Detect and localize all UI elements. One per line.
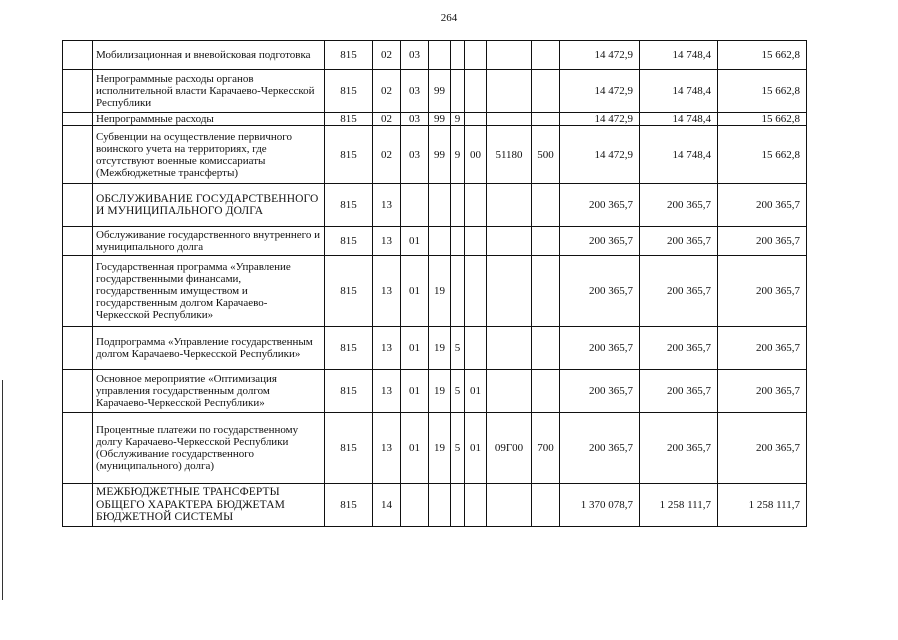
year3-cell: 15 662,8 — [718, 113, 807, 126]
year1-cell: 200 365,7 — [560, 227, 640, 256]
row-name: Обслуживание государственного внутреннего и муниципального долга — [93, 227, 325, 256]
cs3-cell — [465, 256, 487, 327]
cs4-cell: 51180 — [487, 126, 532, 184]
year3-cell: 200 365,7 — [718, 256, 807, 327]
year3-cell: 200 365,7 — [718, 227, 807, 256]
year3-cell: 15 662,8 — [718, 41, 807, 70]
vr-cell — [532, 70, 560, 113]
podrazdel-cell: 03 — [401, 41, 429, 70]
vedomstvo-cell: 815 — [325, 227, 373, 256]
vr-cell — [532, 227, 560, 256]
table-row — [63, 184, 807, 227]
cs3-cell — [465, 41, 487, 70]
row-name: Государственная программа «Управление государственными финансами, государственным имуществом и государственным долгом Карачаево-Черкесской Республики» — [93, 256, 325, 327]
table-row — [63, 327, 807, 370]
vedomstvo-cell: 815 — [325, 484, 373, 527]
budget-table — [62, 40, 807, 527]
row-name: Непрограммные расходы — [93, 113, 325, 126]
podrazdel-cell: 01 — [401, 370, 429, 413]
cs1-cell — [429, 184, 451, 227]
razdel-cell: 02 — [373, 70, 401, 113]
cs3-cell: 00 — [465, 126, 487, 184]
year2-cell: 14 748,4 — [640, 113, 718, 126]
cs3-cell — [465, 70, 487, 113]
cs1-cell — [429, 41, 451, 70]
table-row — [63, 126, 807, 184]
cs3-cell — [465, 184, 487, 227]
year3-cell: 200 365,7 — [718, 327, 807, 370]
razdel-cell: 02 — [373, 41, 401, 70]
cs1-cell: 99 — [429, 113, 451, 126]
cs2-cell: 5 — [451, 370, 465, 413]
year3-cell: 15 662,8 — [718, 126, 807, 184]
row-name: ОБСЛУЖИВАНИЕ ГОСУДАРСТВЕННОГО И МУНИЦИПАЛЬНОГО ДОЛГА — [93, 184, 325, 227]
cs3-cell — [465, 227, 487, 256]
razdel-cell: 02 — [373, 126, 401, 184]
row-name: Субвенции на осуществление первичного воинского учета на территориях, где отсутствуют военные комиссариаты (Межбюджетные трансферты) — [93, 126, 325, 184]
year2-cell: 14 748,4 — [640, 70, 718, 113]
year1-cell: 14 472,9 — [560, 70, 640, 113]
row-name: Процентные платежи по государственному долгу Карачаево-Черкесской Республики (Обслуживание государственного (муниципального) долга) — [93, 413, 325, 484]
cs4-cell — [487, 113, 532, 126]
cs1-cell: 99 — [429, 126, 451, 184]
vedomstvo-cell: 815 — [325, 256, 373, 327]
cs4-cell: 09Г00 — [487, 413, 532, 484]
vr-cell — [532, 184, 560, 227]
podrazdel-cell: 01 — [401, 327, 429, 370]
cs4-cell — [487, 484, 532, 527]
year2-cell: 200 365,7 — [640, 413, 718, 484]
vr-cell — [532, 41, 560, 70]
row-number-cell — [63, 227, 93, 256]
cs2-cell: 9 — [451, 113, 465, 126]
year2-cell: 200 365,7 — [640, 327, 718, 370]
vedomstvo-cell: 815 — [325, 370, 373, 413]
year2-cell: 200 365,7 — [640, 184, 718, 227]
razdel-cell: 13 — [373, 327, 401, 370]
table-row — [63, 113, 807, 126]
cs1-cell — [429, 227, 451, 256]
year1-cell: 1 370 078,7 — [560, 484, 640, 527]
row-number-cell — [63, 484, 93, 527]
cs4-cell — [487, 256, 532, 327]
razdel-cell: 02 — [373, 113, 401, 126]
cs1-cell: 19 — [429, 413, 451, 484]
row-number-cell — [63, 70, 93, 113]
podrazdel-cell: 01 — [401, 413, 429, 484]
row-number-cell — [63, 327, 93, 370]
table-row — [63, 370, 807, 413]
cs2-cell — [451, 227, 465, 256]
cs2-cell: 5 — [451, 327, 465, 370]
podrazdel-cell: 01 — [401, 227, 429, 256]
cs3-cell — [465, 327, 487, 370]
row-number-cell — [63, 256, 93, 327]
cs4-cell — [487, 227, 532, 256]
year3-cell: 15 662,8 — [718, 70, 807, 113]
year1-cell: 200 365,7 — [560, 184, 640, 227]
podrazdel-cell — [401, 484, 429, 527]
razdel-cell: 13 — [373, 370, 401, 413]
vedomstvo-cell: 815 — [325, 413, 373, 484]
year2-cell: 200 365,7 — [640, 370, 718, 413]
cs3-cell: 01 — [465, 370, 487, 413]
vr-cell — [532, 256, 560, 327]
year2-cell: 200 365,7 — [640, 256, 718, 327]
cs2-cell — [451, 70, 465, 113]
row-number-cell — [63, 413, 93, 484]
year1-cell: 14 472,9 — [560, 126, 640, 184]
cs3-cell — [465, 484, 487, 527]
year1-cell: 200 365,7 — [560, 327, 640, 370]
table-row — [63, 256, 807, 327]
vedomstvo-cell: 815 — [325, 184, 373, 227]
row-name: МЕЖБЮДЖЕТНЫЕ ТРАНСФЕРТЫ ОБЩЕГО ХАРАКТЕРА БЮДЖЕТАМ БЮДЖЕТНОЙ СИСТЕМЫ — [93, 484, 325, 527]
vr-cell — [532, 484, 560, 527]
razdel-cell: 14 — [373, 484, 401, 527]
vr-cell: 500 — [532, 126, 560, 184]
razdel-cell: 13 — [373, 184, 401, 227]
cs4-cell — [487, 41, 532, 70]
vedomstvo-cell: 815 — [325, 70, 373, 113]
vedomstvo-cell: 815 — [325, 126, 373, 184]
year1-cell: 200 365,7 — [560, 256, 640, 327]
year3-cell: 1 258 111,7 — [718, 484, 807, 527]
vedomstvo-cell: 815 — [325, 41, 373, 70]
year2-cell: 14 748,4 — [640, 126, 718, 184]
row-number-cell — [63, 113, 93, 126]
table-row — [63, 484, 807, 527]
year1-cell: 200 365,7 — [560, 413, 640, 484]
cs4-cell — [487, 370, 532, 413]
razdel-cell: 13 — [373, 256, 401, 327]
year2-cell: 1 258 111,7 — [640, 484, 718, 527]
row-number-cell — [63, 41, 93, 70]
vr-cell — [532, 370, 560, 413]
cs2-cell — [451, 256, 465, 327]
cs3-cell: 01 — [465, 413, 487, 484]
vedomstvo-cell: 815 — [325, 113, 373, 126]
row-name: Непрограммные расходы органов исполнительной власти Карачаево-Черкесской Республики — [93, 70, 325, 113]
cs4-cell — [487, 70, 532, 113]
year1-cell: 14 472,9 — [560, 113, 640, 126]
year2-cell: 200 365,7 — [640, 227, 718, 256]
cs1-cell: 19 — [429, 327, 451, 370]
year3-cell: 200 365,7 — [718, 370, 807, 413]
year3-cell: 200 365,7 — [718, 184, 807, 227]
year1-cell: 200 365,7 — [560, 370, 640, 413]
year1-cell: 14 472,9 — [560, 41, 640, 70]
table-row — [63, 41, 807, 70]
cs3-cell — [465, 113, 487, 126]
cs2-cell — [451, 41, 465, 70]
cs1-cell: 19 — [429, 256, 451, 327]
podrazdel-cell: 03 — [401, 70, 429, 113]
vr-cell: 700 — [532, 413, 560, 484]
row-number-cell — [63, 126, 93, 184]
table-row — [63, 413, 807, 484]
table-row — [63, 227, 807, 256]
razdel-cell: 13 — [373, 413, 401, 484]
vedomstvo-cell: 815 — [325, 327, 373, 370]
cs2-cell — [451, 484, 465, 527]
scan-edge-line — [2, 380, 3, 600]
row-number-cell — [63, 184, 93, 227]
cs4-cell — [487, 327, 532, 370]
cs1-cell: 99 — [429, 70, 451, 113]
cs2-cell — [451, 184, 465, 227]
row-name: Мобилизационная и вневойсковая подготовка — [93, 41, 325, 70]
row-name: Основное мероприятие «Оптимизация управления государственным долгом Карачаево-Черкесской Республики» — [93, 370, 325, 413]
year3-cell: 200 365,7 — [718, 413, 807, 484]
year2-cell: 14 748,4 — [640, 41, 718, 70]
cs1-cell — [429, 484, 451, 527]
cs1-cell: 19 — [429, 370, 451, 413]
row-number-cell — [63, 370, 93, 413]
podrazdel-cell — [401, 184, 429, 227]
cs2-cell: 5 — [451, 413, 465, 484]
razdel-cell: 13 — [373, 227, 401, 256]
page-number: 264 — [440, 12, 458, 24]
row-name: Подпрограмма «Управление государственным долгом Карачаево-Черкесской Республики» — [93, 327, 325, 370]
table-row — [63, 70, 807, 113]
vr-cell — [532, 327, 560, 370]
podrazdel-cell: 03 — [401, 126, 429, 184]
vr-cell — [532, 113, 560, 126]
cs4-cell — [487, 184, 532, 227]
podrazdel-cell: 03 — [401, 113, 429, 126]
podrazdel-cell: 01 — [401, 256, 429, 327]
cs2-cell: 9 — [451, 126, 465, 184]
